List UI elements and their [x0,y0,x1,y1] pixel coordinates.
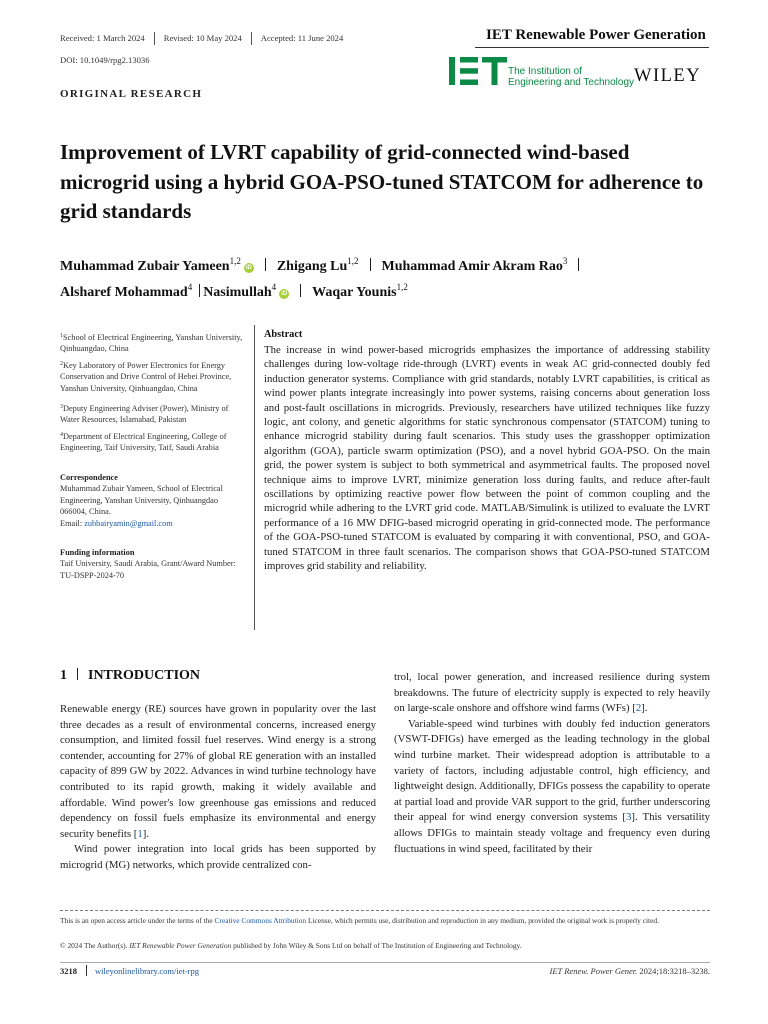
author-list [60,254,720,306]
citation-link[interactable]: 1 [137,827,143,840]
paragraph: Renewable energy (RE) sources have grown in popularity over the last three decades as a result of environmental concerns, increased energy consumption, and limited fossil fuel reserves. Wind energy is a strong contender, accounting for 27% of global RE generation with an installed capacity of 899 GW by 2022. Advances in wind turbine technology have contributed to its rapid growth, making it widely available and affordable. Wind power's low greenhouse gas emissions and reduced dependency on fossil fuels emphasize its environmental and energy security benefits [1]. [60,703,376,840]
orcid-icon[interactable]: iD [281,291,288,297]
section-title: INTRODUCTION [88,668,201,683]
journal-underline [475,47,709,48]
citation-link[interactable]: 3 [625,811,632,824]
journal-name: IET Renewable Power Generation [486,27,706,43]
correspondence [60,472,245,529]
received-date: Received: 1 March 2024 [60,33,145,43]
abstract-text: The increase in wind power-based microgrids emphasizes the importance of addressing stability challenges during low-voltage ride-through (LVRT) events in weak AC grid-connected doubly fed induction generator systems. Compliance with grid standards, notably LVRT capabilities, is critical as wind power plants integrate increasingly into power systems, raising concerns about generation loss and post-fault oscillations in microgrids. Previously, researchers have utilized techniques like fuzzy logic, ant colony, and genetic algorithms for static synchronous compensator (STATCOM) tuning to enhance microgrid stability during fault scenarios. This study uses the grasshopper optimization algorithm (GOA), particle swarm optimization (PSO), and a novel hybrid GOA-PSO. On the main grid, the power system is subject to both symmetrical and asymmetrical faults. The proposed novel technique aims to improve LVRT, minimize generation loss during faults, and reduce after-fault oscillations by optimizing reactive power flow between the point of common coupling and the microgrid while adhering to the LVRT grid code. MATLAB/Simulink is utilized to evaluate the LVRT performance of a 16 MW DFIG-based microgrid operating in grid-connected mode. The performance of the GOA-PSO-tuned STATCOM is evaluated by comparing it with conventional, PSO, and GOA-tuned STATCOM in three fault scenarios. The comparison shows that GOA-PSO-tuned STATCOM improves grid stability and reliability. [264,344,710,573]
citation-line: IET Renew. Power Gener. 2024;18:3218–3238. [549,966,710,976]
funding-info [60,547,245,581]
affiliation: $^1$School of Electrical Engineering, Yanshan University, Qinhuangdao, China [60,333,243,354]
footnote-divider [60,910,710,911]
article-dates [60,33,343,45]
orcid-icon[interactable]: iD [245,265,252,271]
iet-line1: The Institution of [508,66,582,77]
paragraph: Variable-speed wind turbines with doubly fed induction generators (VSWT-DFIGs) have emerged as the leading technology in the global wind turbine market. Their widespread adoption is attributable to a variety of factors, including adjustable control, high efficiency, and lightweight design. Additionally, DFIGs possess the capability to operate at partial load and provide VAR support to the grid, further underscoring their appeal for wind energy conversion systems [3]. This versatility allows DFIGs to maintain steady voltage and frequency even during fluctuations in wind speed, facilitated by their [394,717,710,855]
citation-link[interactable]: 2 [635,702,642,715]
email-link[interactable]: zubbairyamin@gmail.com [84,518,173,528]
correspondence-text: Muhammad Zubair Yameen, School of Electrical Engineering, Yanshan University, Qinhuangdao 066004, China. [60,484,223,517]
author-divider [300,284,301,297]
revised-date: Revised: 10 May 2024 [163,33,242,43]
body-column-right [394,670,710,857]
author-affiliation: 1,2 [396,282,408,292]
author-divider [265,258,266,271]
author-affiliation: 1,2 [229,256,241,266]
correspondence-heading: Correspondence [60,473,118,482]
date-divider [154,32,155,45]
author-divider [578,258,579,271]
abstract-heading: Abstract [264,329,303,340]
author-divider [199,284,200,297]
author-divider [370,258,371,271]
iet-institution-text [508,66,634,88]
body-column-left [60,702,376,874]
footer-divider [60,962,710,963]
author-affiliation: 4 [271,282,277,292]
paragraph: trol, local power generation, and increased resilience during system breakdowns. The future of electricity supply is expected to rely heavily on large-scale onshore and offshore wind farms (WFs) [2]. [394,671,710,715]
author-affiliation: 1,2 [347,256,359,266]
section-number: 1 [60,668,67,683]
author-name[interactable]: Alsharef Mohammad [60,285,188,300]
article-title: Improvement of LVRT capability of grid-connected wind-based microgrid using a hybrid GOA-PSO-tuned STATCOM for adherence to grid standards [60,140,704,223]
page-number: 3218 [60,966,77,976]
wiley-logo: WILEY [634,66,702,86]
author-affiliation: 3 [562,256,568,266]
section-divider [77,668,78,680]
copyright-note: © 2024 The Author(s). IET Renewable Power Generation published by John Wiley & Sons Ltd on behalf of The Institution of Engineering and Technology. [60,941,522,950]
author-affiliation: 4 [187,282,193,292]
paragraph: Wind power integration into local grids has been supported by microgrid (MG) networks, which provide centralized con- [60,843,376,871]
journal-site-link[interactable]: wileyonlinelibrary.com/iet-rpg [95,966,200,976]
section-heading [60,668,200,684]
license-note: This is an open access article under the terms of the Creative Commons Attribution License, which permits use, distribution and reproduction in any medium, provided the original work is properly cited. [60,916,659,925]
author-name[interactable]: Muhammad Zubair Yameen [60,259,230,274]
article-type: ORIGINAL RESEARCH [60,88,203,100]
author-name[interactable]: Zhigang Lu [276,259,348,274]
footer-bar [86,965,87,976]
author-name[interactable]: Muhammad Amir Akram Rao [381,259,563,274]
author-name[interactable]: Nasimullah [203,285,272,300]
affiliation: $^2$Key Laboratory of Power Electronics for Energy Conservation and Drive Control of Hebei Province, Yanshan University, Qinhuangdao, China [60,361,232,393]
doi[interactable]: DOI: 10.1049/rpg2.13036 [60,55,150,65]
iet-logo-icon [449,57,507,85]
funding-text: Taif University, Saudi Arabia, Grant/Award Number: TU-DSPP-2024-70 [60,559,236,580]
iet-line2: Engineering and Technology [508,77,635,88]
correspondence-email: Email: zubbairyamin@gmail.com [60,518,173,528]
funding-heading: Funding information [60,548,135,557]
date-divider [251,32,252,45]
accepted-date: Accepted: 11 June 2024 [260,33,344,43]
license-link[interactable]: Creative Commons Attribution [214,916,307,925]
affiliation: $^4$Department of Electrical Engineering, College of Engineering, Taif University, Taif, Saudi Arabia [60,432,227,453]
affiliation: $^3$Deputy Engineering Adviser (Power), Ministry of Water Resources, Islamabad, Pakistan [60,404,229,425]
author-name[interactable]: Waqar Younis [312,285,397,300]
